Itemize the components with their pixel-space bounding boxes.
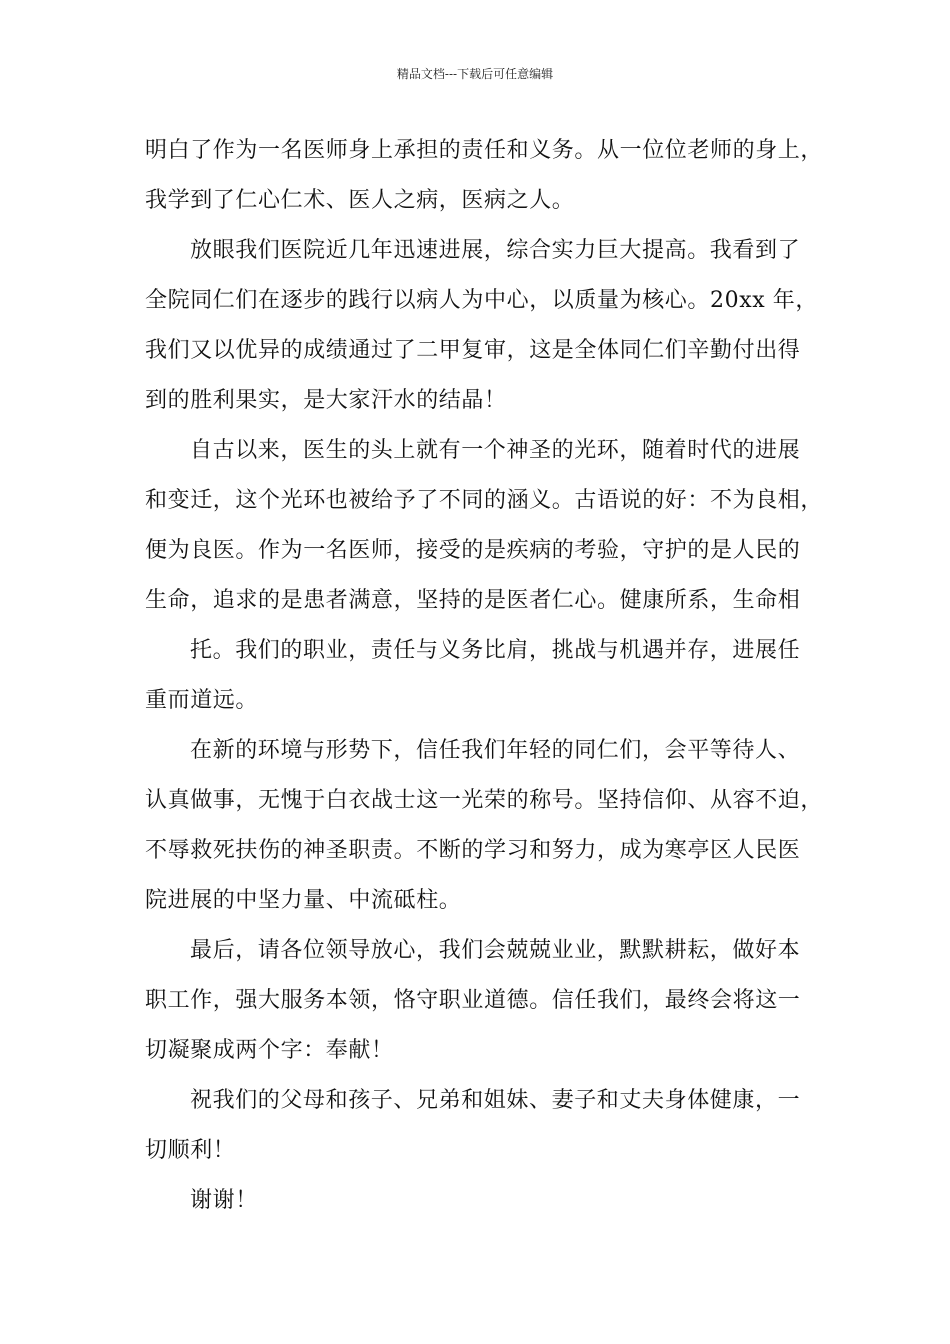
text-line: 谢谢！ [190, 1188, 258, 1213]
text-line: 托。我们的职业，责任与义务比肩，挑战与机遇并存，进展任 [190, 638, 801, 663]
text-line: 到的胜利果实，是大家汗水的结晶！ [145, 388, 507, 413]
text-line: 我们又以优异的成绩通过了二甲复审，这是全体同仁们辛勤付出得 [145, 338, 801, 363]
text-line: 认真做事，无愧于白衣战士这一光荣的称号。坚持信仰、从容不迫， [145, 788, 824, 813]
text-line: 我学到了仁心仁术、医人之病，医病之人。 [145, 188, 575, 213]
text-line: 重而道远。 [145, 688, 259, 713]
text-line: 自古以来，医生的头上就有一个神圣的光环，随着时代的进展 [190, 438, 801, 463]
text-line: 全院同仁们在逐步的践行以病人为中心，以质量为核心。20xx 年， [145, 288, 819, 313]
text-line: 最后，请各位领导放心，我们会兢兢业业，默默耕耘，做好本 [190, 938, 801, 963]
text-line: 放眼我们医院近几年迅速进展，综合实力巨大提高。我看到了 [190, 238, 801, 263]
text-line: 不辱救死扶伤的神圣职责。不断的学习和努力，成为寒亭区人民医 [145, 838, 801, 863]
page-header: 精品文档---下载后可任意编辑 [396, 67, 554, 81]
text-line: 便为良医。作为一名医师，接受的是疾病的考验，守护的是人民的 [145, 538, 801, 563]
text-line: 和变迁，这个光环也被给予了不同的涵义。古语说的好：不为良相， [145, 488, 824, 513]
text-line: 院进展的中坚力量、中流砥柱。 [145, 888, 462, 913]
text-line: 在新的环境与形势下，信任我们年轻的同仁们，会平等待人、 [190, 738, 801, 763]
text-line: 切凝聚成两个字：奉献！ [145, 1038, 394, 1063]
text-line: 祝我们的父母和孩子、兄弟和姐妹、妻子和丈夫身体健康，一 [190, 1088, 801, 1113]
text-line: 职工作，强大服务本领，恪守职业道德。信任我们，最终会将这一 [145, 988, 801, 1013]
text-line: 切顺利！ [145, 1138, 236, 1163]
text-line: 明白了作为一名医师身上承担的责任和义务。从一位位老师的身上， [145, 138, 824, 163]
text-line: 生命，追求的是患者满意，坚持的是医者仁心。健康所系，生命相 [145, 588, 801, 613]
